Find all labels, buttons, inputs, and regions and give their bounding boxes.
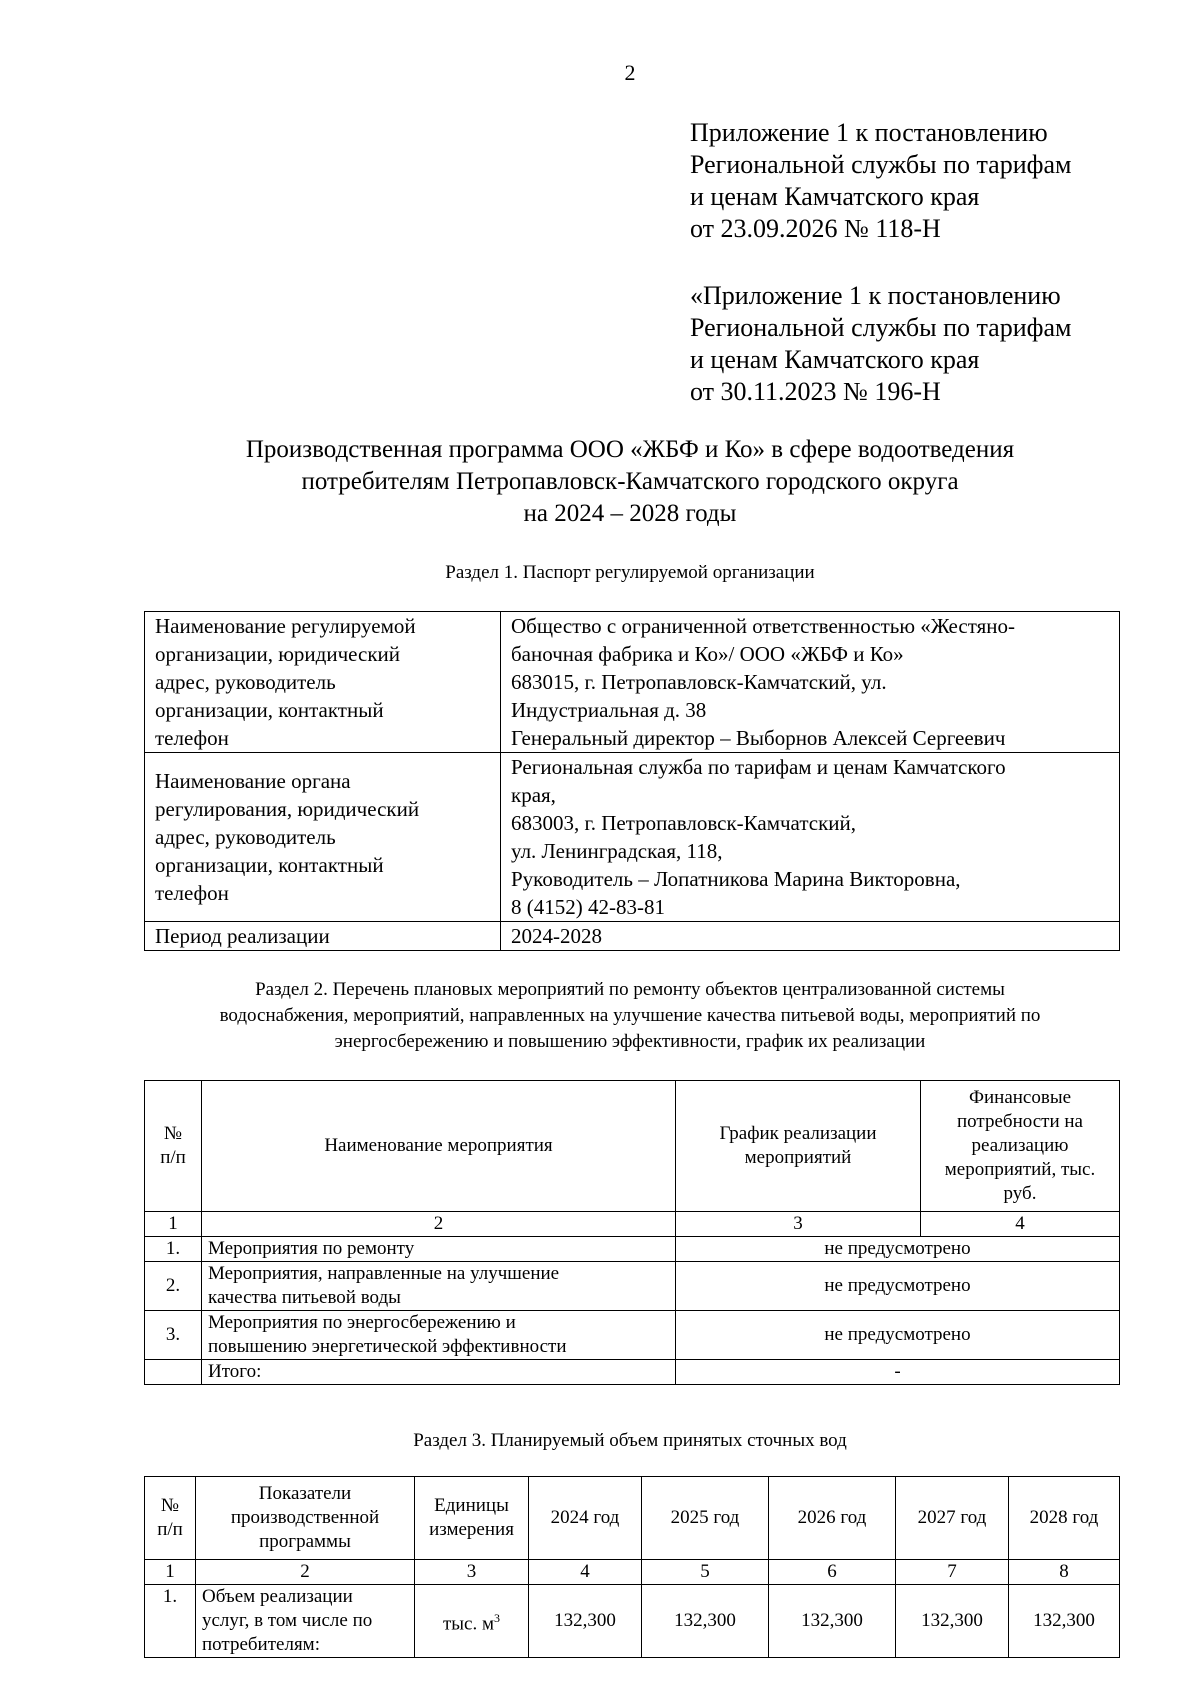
cell-line: Генеральный директор – Выборнов Алексей Сергеевич [511,726,1006,750]
passport-label-cell: Период реализации [145,922,501,951]
column-number-cell: 1 [145,1560,196,1585]
title-line: Производственная программа ООО «ЖБФ и Ко» в сфере водоотведения [245,436,1015,463]
measures-table [144,1080,1120,1385]
column-number-cell: 4 [529,1560,642,1585]
page-number: 2 [624,60,636,85]
cell-line: Мероприятия, направленные на улучшение [208,1263,560,1284]
appendix-line: и ценам Камчатского края [690,182,980,211]
cell-line: Наименование регулируемой [155,614,416,638]
cell-line: потребности на [957,1111,1083,1132]
appendix-line: от 30.11.2023 № 196-Н [690,377,941,406]
appendix-line: Приложение 1 к постановлению [690,118,1048,147]
unit-cell [415,1585,529,1658]
passport-label-cell [145,612,501,753]
total-label-cell: Итого: [202,1360,676,1385]
cell-line: № [160,1495,180,1516]
section3-caption: Раздел 3. Планируемый объем принятых сточных вод [413,1430,847,1451]
cell-line: Руководитель – Лопатникова Марина Викторовна, [511,867,961,891]
measure-value-cell: не предусмотрено [676,1311,1120,1360]
value-cell: 132,300 [896,1585,1009,1658]
total-value-cell: - [676,1360,1120,1385]
row-number-cell: 1. [145,1237,202,1262]
measure-value-cell: не предусмотрено [676,1237,1120,1262]
header-cell-num [145,1477,196,1560]
table-header-row [145,1081,1120,1212]
cell-line: организации, юридический [155,642,400,666]
header-cell-indicator [196,1477,415,1560]
cell-line: реализацию [971,1135,1069,1156]
cell-line: повышению энергетической эффективности [208,1336,567,1357]
appendix-line: Региональной службы по тарифам [690,313,1072,342]
column-number-cell: 8 [1009,1560,1120,1585]
measure-name-cell [202,1262,676,1311]
table-row [145,1585,1120,1658]
measure-value-cell: не предусмотрено [676,1262,1120,1311]
value-cell: 132,300 [1009,1585,1120,1658]
cell-line: адрес, руководитель [155,670,336,694]
title-line: потребителям Петропавловск-Камчатского городского округа [301,468,959,495]
cell-line: Объем реализации [202,1586,353,1607]
cell-line: п/п [160,1147,186,1168]
passport-label-cell [145,753,501,922]
cell-line: ул. Ленинградская, 118, [511,839,723,863]
header-cell-num [145,1081,202,1212]
cell-line: адрес, руководитель [155,825,336,849]
header-cell-unit [415,1477,529,1560]
row-number-cell [145,1360,202,1385]
cell-line: Единицы [434,1495,509,1516]
cell-line: п/п [157,1519,183,1540]
section2-caption [0,977,1200,1055]
measure-name-cell: Мероприятия по ремонту [202,1237,676,1262]
column-number-row [145,1560,1120,1585]
appendix-line: Региональной службы по тарифам [690,150,1072,179]
cell-line: Показатели [258,1483,352,1504]
passport-value-cell: 2024-2028 [501,922,1120,951]
column-number-cell: 2 [196,1560,415,1585]
header-cell-finance [921,1081,1120,1212]
cell-line: измерения [429,1519,514,1540]
cell-line: телефон [155,726,229,750]
caption-line: Раздел 2. Перечень плановых мероприятий по ремонту объектов централизованной системы [255,979,1005,1000]
column-number-cell: 5 [642,1560,769,1585]
cell-line: организации, контактный [155,853,384,877]
cell-line: руб. [1003,1183,1037,1204]
appendix-line: и ценам Камчатского края [690,345,980,374]
cell-line: Финансовые [968,1087,1072,1108]
cell-line: регулирования, юридический [155,797,420,821]
volume-table [144,1476,1120,1658]
passport-value-cell [501,753,1120,922]
cell-line: мероприятий [744,1147,852,1168]
column-number-cell: 3 [415,1560,529,1585]
cell-line: 683015, г. Петропавловск-Камчатский, ул. [511,670,887,694]
indicator-cell [196,1585,415,1658]
header-cell-name: Наименование мероприятия [202,1081,676,1212]
cell-line: мероприятий, тыс. [944,1159,1096,1180]
cell-line: Наименование органа [155,769,351,793]
passport-value-cell [501,612,1120,753]
cell-line: края, [511,783,556,807]
caption-line: энергосбережению и повышению эффективности, график их реализации [334,1031,926,1052]
table-header-row [145,1477,1120,1560]
column-number-cell: 1 [145,1212,202,1237]
cell-line: График реализации [719,1123,877,1144]
appendix-line: «Приложение 1 к постановлению [690,281,1061,310]
column-number-row [145,1212,1120,1237]
cell-line: Общество с ограниченной ответственностью «Жестяно- [511,614,1015,638]
table-row [145,1262,1120,1311]
row-number-cell: 2. [145,1262,202,1311]
table-row [145,922,1120,951]
cell-line: Мероприятия по энергосбережению и [208,1312,516,1333]
document-title [0,434,1200,530]
cell-line: услуг, в том числе по [202,1610,373,1631]
cell-line: 8 (4152) 42-83-81 [511,895,665,919]
measure-name-cell [202,1311,676,1360]
cell-line: производственной [230,1507,380,1528]
cell-line: Индустриальная д. 38 [511,698,707,722]
header-cell-year: 2026 год [769,1477,896,1560]
value-cell: 132,300 [529,1585,642,1658]
cell-line: баночная фабрика и Ко»/ ООО «ЖБФ и Ко» [511,642,904,666]
unit-text: тыс. м [442,1613,495,1635]
cell-line: потребителям: [202,1634,320,1655]
column-number-cell: 2 [202,1212,676,1237]
column-number-cell: 7 [896,1560,1009,1585]
passport-table [144,611,1120,951]
caption-line: водоснабжения, мероприятий, направленных на улучшение качества питьевой воды, мероприятий по [219,1005,1041,1026]
cell-line: Региональная служба по тарифам и ценам Камчатского [511,755,1006,779]
header-cell-year: 2028 год [1009,1477,1120,1560]
cell-line: программы [259,1531,351,1552]
value-cell: 132,300 [642,1585,769,1658]
cell-line: телефон [155,881,229,905]
column-number-cell: 6 [769,1560,896,1585]
header-cell-year: 2025 год [642,1477,769,1560]
table-row [145,753,1120,922]
cell-line: 683003, г. Петропавловск-Камчатский, [511,811,857,835]
cell-line: качества питьевой воды [208,1287,401,1308]
header-cell-schedule [676,1081,921,1212]
column-number-cell: 3 [676,1212,921,1237]
unit-superscript: 3 [494,1610,501,1625]
appendix-header-new [690,117,1071,245]
header-cell-year: 2024 год [529,1477,642,1560]
table-row [145,1311,1120,1360]
section1-caption: Раздел 1. Паспорт регулируемой организации [445,562,815,583]
title-line: на 2024 – 2028 годы [523,500,737,527]
appendix-header-old [690,280,1071,408]
value-cell: 132,300 [769,1585,896,1658]
cell-line: организации, контактный [155,698,384,722]
column-number-cell: 4 [921,1212,1120,1237]
appendix-line: от 23.09.2026 № 118-Н [690,214,941,243]
header-cell-year: 2027 год [896,1477,1009,1560]
table-row [145,1237,1120,1262]
cell-line: № [163,1123,183,1144]
row-number-cell: 1. [145,1585,196,1658]
table-row [145,612,1120,753]
total-row [145,1360,1120,1385]
row-number-cell: 3. [145,1311,202,1360]
